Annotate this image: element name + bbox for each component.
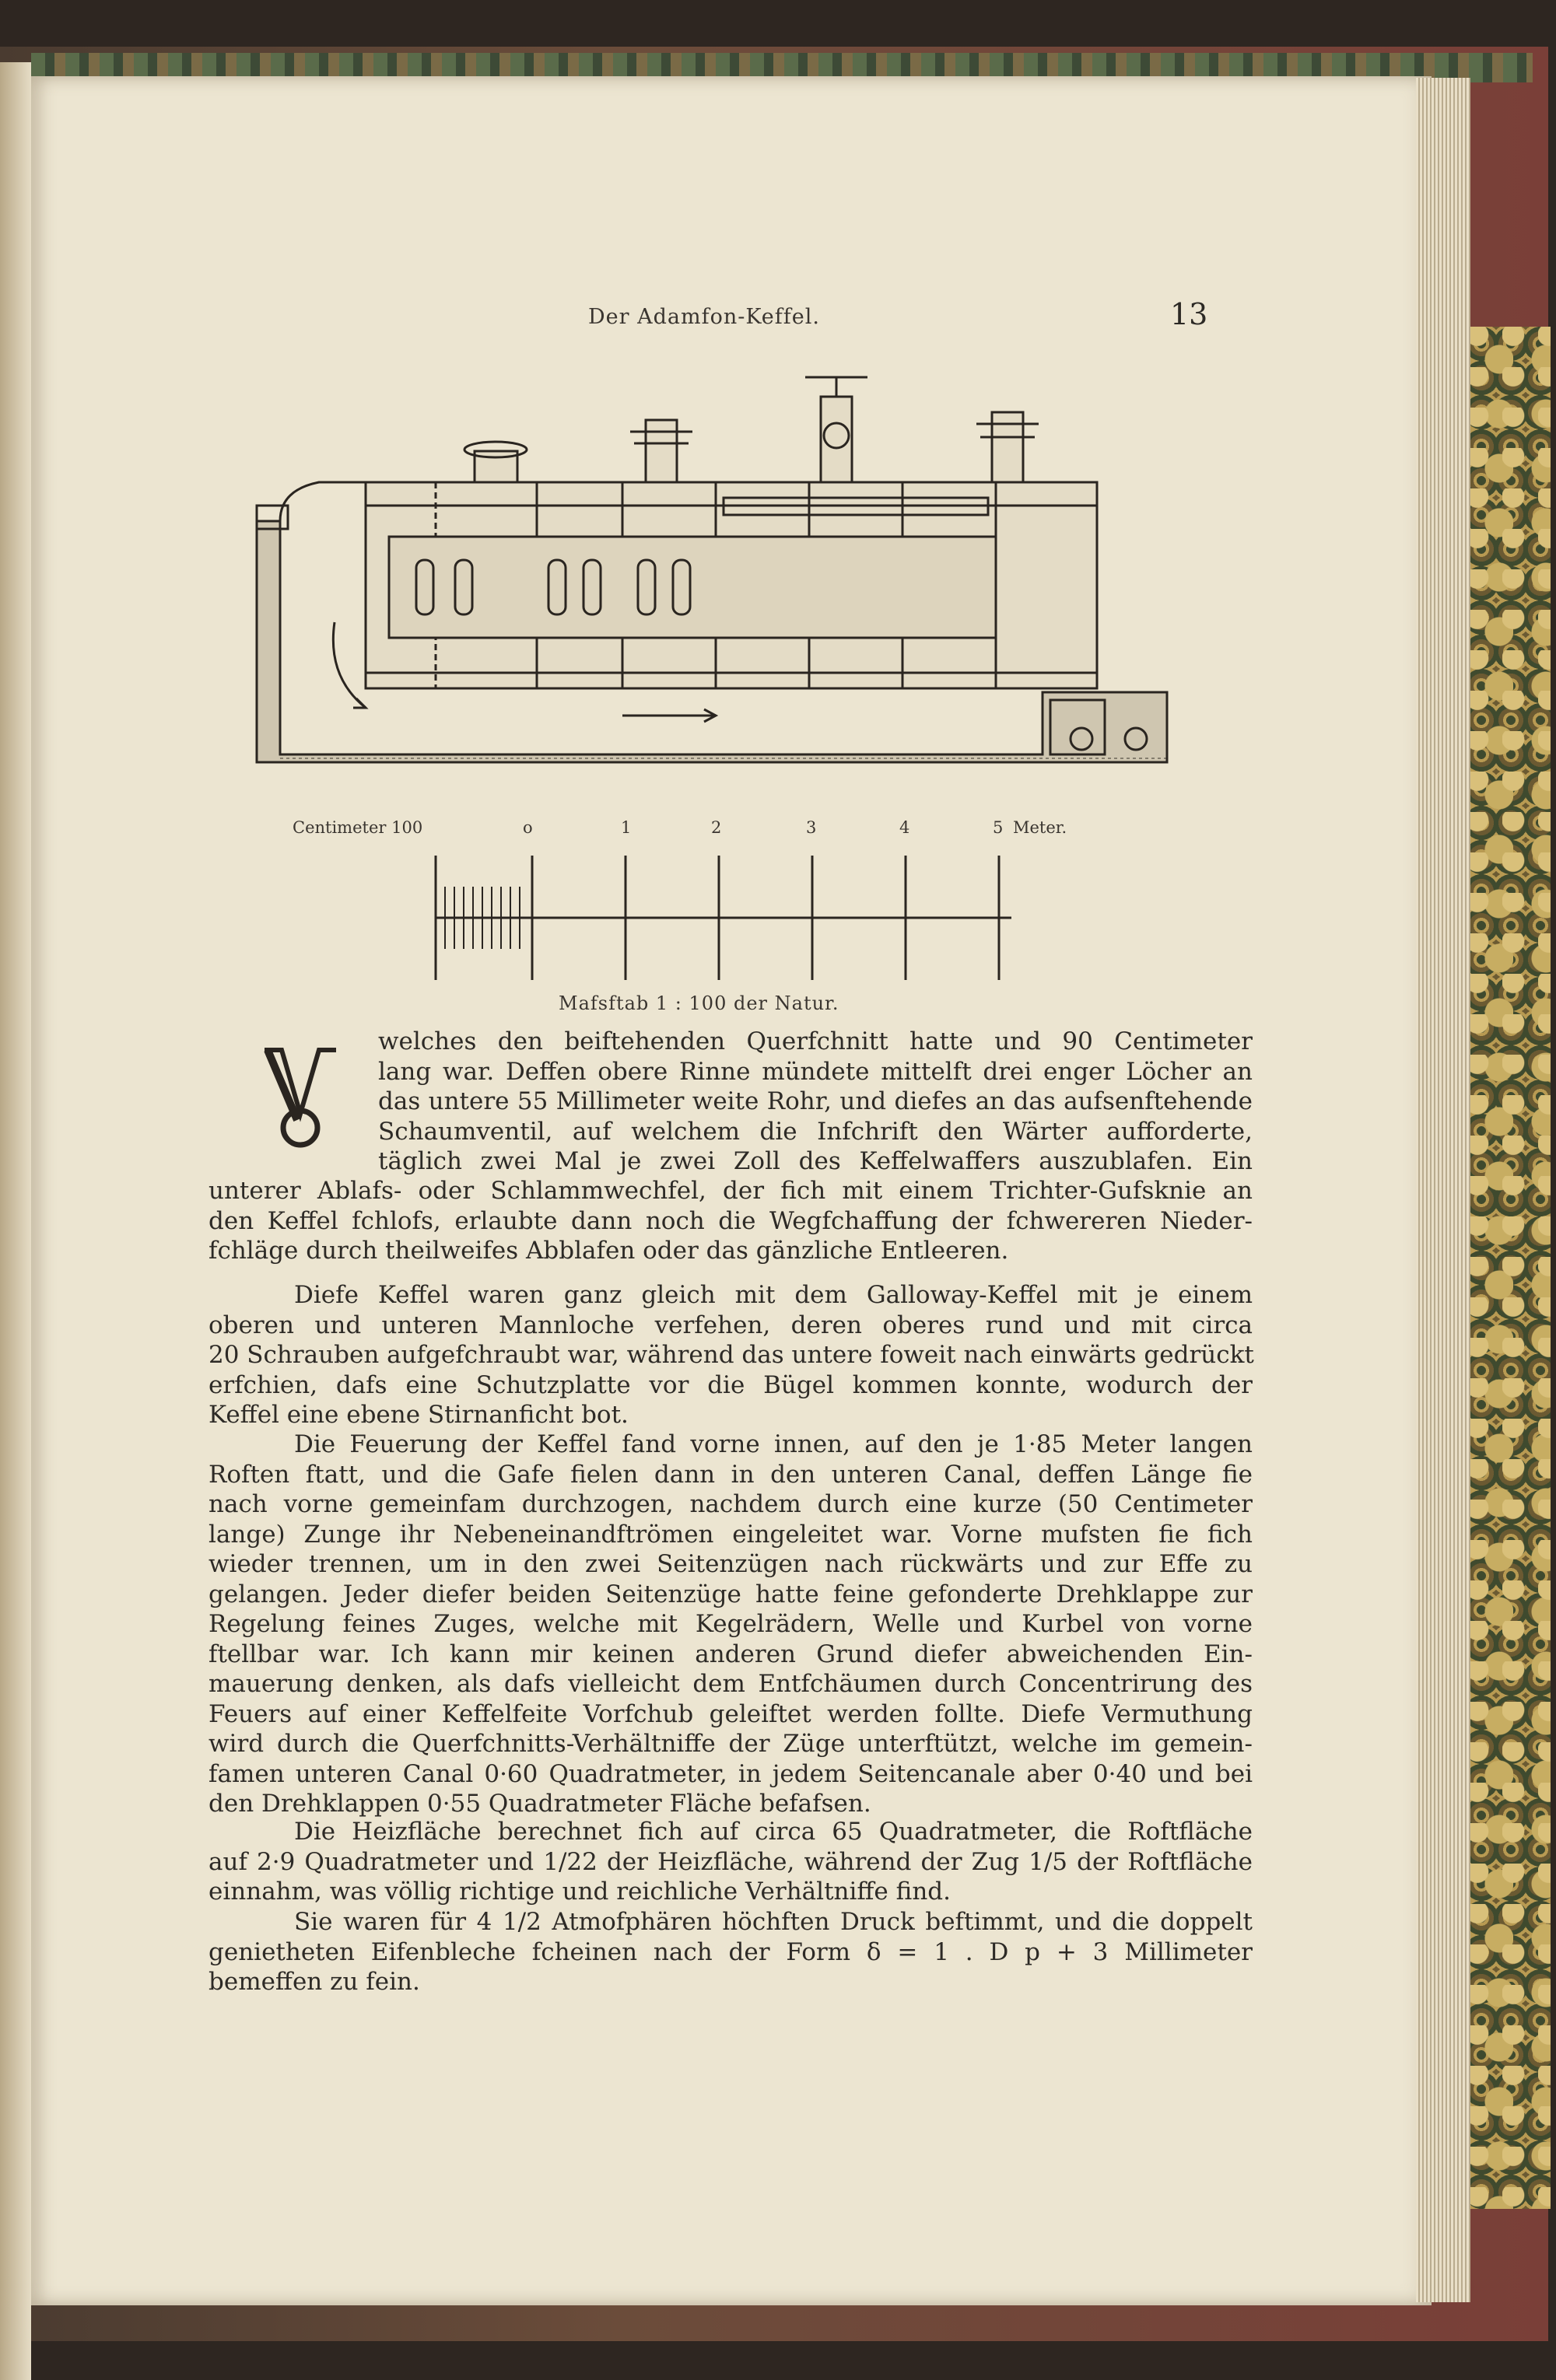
dropcap-letter [261,1047,339,1148]
scale-tick-label: 2 [711,818,722,837]
text-line: lange) Zunge ihr Nebeneinandftrömen eingeleitet war. Vorne mufsten fie fich [209,1520,1253,1549]
text-line: genietheten Eifenbleche fcheinen nach der Form δ = 1 . D p + 3 Millimeter [209,1937,1253,1966]
paragraph [209,1817,1253,1907]
text-line: Regelung feines Zuges, welche mit Kegelrädern, Welle und Kurbel von vorne [209,1610,1253,1638]
paragraph [209,1907,1253,1997]
marbled-endpaper [1467,327,1551,2209]
text-line: Die Heizfläche berechnet fich auf circa 65 Quadratmeter, die Roftfläche [294,1818,1253,1846]
text-line: wieder trennen, um in den zwei Seitenzügen nach rückwärts und zur Effe zu [209,1550,1253,1578]
text-line: einnahm, was völlig richtige und reichliche Verhältniffe find. [209,1878,951,1906]
scale-tick-label: 4 [899,818,910,837]
text-line: welches den beiftehenden Querfchnitt hatte und 90 Centimeter [378,1027,1253,1055]
text-line: unterer Ablafs- oder Schlammwechfel, der fich mit einem Trichter-Gufsknie an [209,1177,1253,1205]
text-line: famen unteren Canal 0·60 Quadratmeter, in jedem Seitencanale aber 0·40 und bei [209,1759,1253,1788]
text-line: 20 Schrauben aufgefchraubt war, während das untere foweit nach einwärts gedrückt [209,1341,1254,1369]
text-line: mauerung denken, als dafs vielleicht dem Entfchäumen durch Concentrirung des [209,1670,1253,1698]
paragraph [209,1176,1253,1266]
scale-bar [420,856,1019,988]
text-line: ftellbar war. Ich kann mir keinen anderen Grund diefer abweichenden Ein- [209,1640,1253,1668]
text-line: den Drehklappen 0·55 Quadratmeter Fläche befafsen. [209,1790,871,1818]
scale-tick-label: 3 [806,818,817,837]
scale-start-label: Centimeter 100 [293,818,423,837]
left-page-edge [0,62,31,2380]
text-line: bemeffen zu fein. [209,1968,420,1996]
boiler-cross-section-figure [249,366,1175,786]
text-line: Diefe Keffel waren ganz gleich mit dem Galloway-Keffel mit je einem [294,1281,1253,1309]
paragraph [209,1430,1253,1819]
running-header: Der Adamfon-Keffel. [588,305,820,329]
paragraph [378,1027,1253,1177]
text-line: lang war. Deffen obere Rinne mündete mittelft drei enger Löcher an [378,1057,1253,1086]
text-line: Keffel eine ebene Stirnanficht bot. [209,1401,629,1429]
text-line: das untere 55 Millimeter weite Rohr, und diefes an das aufsenftehende [378,1087,1253,1115]
text-line: Die Feuerung der Keffel fand vorne innen, auf den je 1·85 Meter langen [294,1430,1253,1458]
text-line: Sie waren für 4 1/2 Atmofphären höchften Druck beftimmt, und die doppelt [294,1908,1253,1936]
text-line: täglich zwei Mal je zwei Zoll des Keffelwaffers auszublafen. Ein [378,1147,1253,1175]
text-line: Feuers auf einer Keffelfeite Vorfchub geleiftet werden follte. Diefe Vermuthung [209,1699,1253,1728]
text-line: den Keffel fchlofs, erlaubte dann noch die Wegfchaffung der fchwereren Nieder- [209,1206,1253,1235]
text-line: nach vorne gemeinfam durchzogen, nachdem durch eine kurze (50 Centimeter [209,1490,1253,1518]
text-line: oberen und unteren Mannloche verfehen, deren oberes rund und mit circa [209,1311,1253,1339]
text-line: gelangen. Jeder diefer beiden Seitenzüge hatte feine gefonderte Drehklappe zur [209,1580,1253,1608]
scale-caption: Mafsftab 1 : 100 der Natur. [559,992,839,1014]
text-line: fchläge durch theilweifes Abblafen oder das gänzliche Entleeren. [209,1237,1009,1265]
text-line: Schaumventil, auf welchem die Infchrift den Wärter aufforderte, [378,1117,1253,1146]
paragraph [209,1280,1253,1430]
page-edges [1416,78,1470,2302]
scale-tick-label: 1 [621,818,632,837]
text-line: auf 2·9 Quadratmeter und 1/22 der Heizfläche, während der Zug 1/5 der Roftfläche [209,1847,1253,1876]
page-number: 13 [1170,297,1208,331]
scale-tick-label: o [523,818,533,837]
text-line: Roften ftatt, und die Gafe fielen dann in den unteren Canal, deffen Länge fie [209,1460,1253,1489]
scale-tick-label: 5 [993,818,1004,837]
scale-unit-label: Meter. [1013,818,1067,837]
text-line: erfchien, dafs eine Schutzplatte vor die Bügel kommen konnte, wodurch der [209,1370,1253,1399]
text-line: wird durch die Querfchnitts-Verhältniffe der Züge unterftützt, welche im gemein- [209,1730,1253,1758]
